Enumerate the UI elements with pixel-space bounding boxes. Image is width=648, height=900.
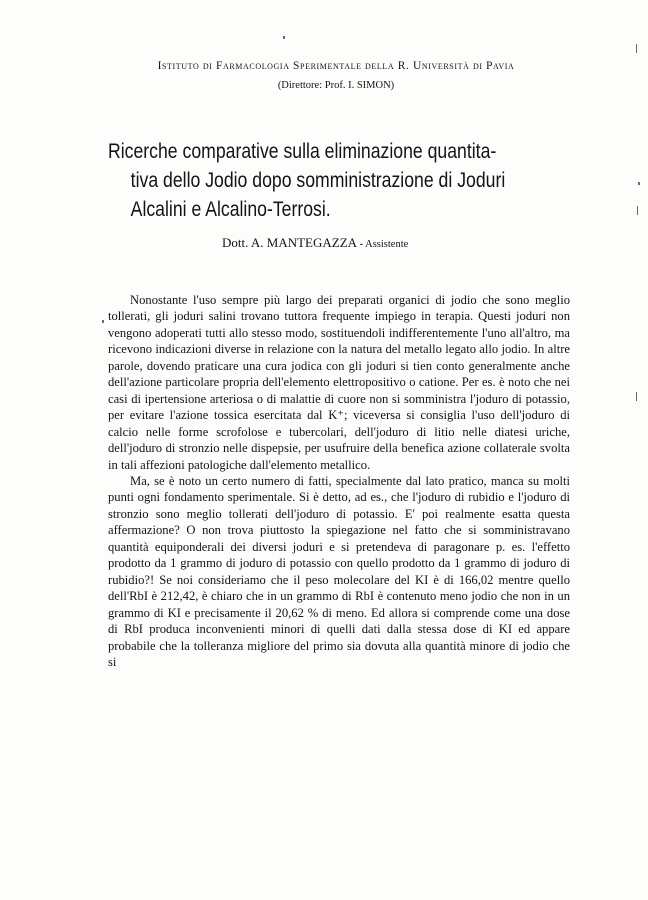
scan-speck bbox=[638, 182, 640, 185]
title-line-3: Alcalini e Alcalino-Terrosi. bbox=[130, 198, 331, 221]
title-line-1: Ricerche comparative sulla eliminazione quantita- bbox=[108, 140, 497, 163]
paragraph-1: Nonostante l'uso sempre più largo dei preparati organici di jodio che sono meglio tollerati, gli joduri salini trovano tuttora frequente impiego in terapia. Questi joduri non vengono adoperati tutti allo stesso modo, sostituendoli indifferentemente l'uno all'altro, ma ricevono indicazioni diverse in relazione con la natura del metallo legato allo jodio. In altre parole, dovendo praticare una cura jodica con gli joduri si tien conto generalmente anche dell'azione particolare propria dell'elemento elettropositivo o catione. Per es. è noto che nei casi di ipertensione arteriosa o di malattie di cuore non si somministra l'joduro di potassio, per evitare l'azione tossica esercitata dal K⁺; viceversa si consiglia l'uso dell'joduro di calcio nelle forme scrofolose e tubercolari, dell'joduro di litio nelle diatesi uriche, dell'joduro di stronzio nelle dispepsie, per usufruire della benefica azione collaterale svolta in tali affezioni patologiche dall'elemento metallico. bbox=[108, 293, 570, 472]
author-role: - Assistente bbox=[359, 239, 409, 250]
paragraph-2: Ma, se è noto un certo numero di fatti, specialmente dal lato pratico, manca su molti punti ogni fondamento sperimentale. Si è detto, ad es., che l'joduro di rubidio e l'joduro di stronzio sono meglio tollerati dell'joduro di potassio. E' poi realmente esatta questa affermazione? O non trova piuttosto la spiegazione nel fatto che si somministravano quantità equiponderali dei diversi joduri e si pretendeva di paragonare p. es. l'effetto prodotto da 1 grammo di joduro di potassio con quello prodotto da 1 grammo di joduro di rubidio?! Se noi consideriamo che il peso molecolare del KI è di 166,02 mentre quello dell'RbI è 212,42, è chiaro che in un grammo di RbI è contenuto meno jodio che non in un grammo di KI e precisamente il 20,62 % di meno. Ed allora si comprende come una dose di RbI produca inconvenienti minori di quelli dati dalla stessa dose di KI ed appare probabile che la tolleranza migliore del primo sia dovuta alla quantità minore di jodio che si bbox=[108, 473, 570, 669]
author-byline bbox=[222, 235, 408, 251]
institute-header: Istituto di Farmacologia Sperimentale della R. Università di Pavia bbox=[157, 60, 515, 72]
scan-speck bbox=[637, 206, 638, 215]
author-name: Dott. A. MANTEGAZZA bbox=[222, 235, 357, 250]
scan-speck bbox=[636, 392, 637, 401]
director-line: (Direttore: Prof. I. SIMON) bbox=[277, 80, 395, 91]
scan-speck bbox=[636, 44, 637, 53]
scan-speck bbox=[102, 320, 104, 323]
article-body bbox=[108, 292, 570, 670]
article-title bbox=[108, 137, 506, 224]
scan-speck bbox=[283, 36, 285, 39]
title-line-2: tiva dello Jodio dopo somministrazione di Joduri bbox=[130, 169, 506, 192]
